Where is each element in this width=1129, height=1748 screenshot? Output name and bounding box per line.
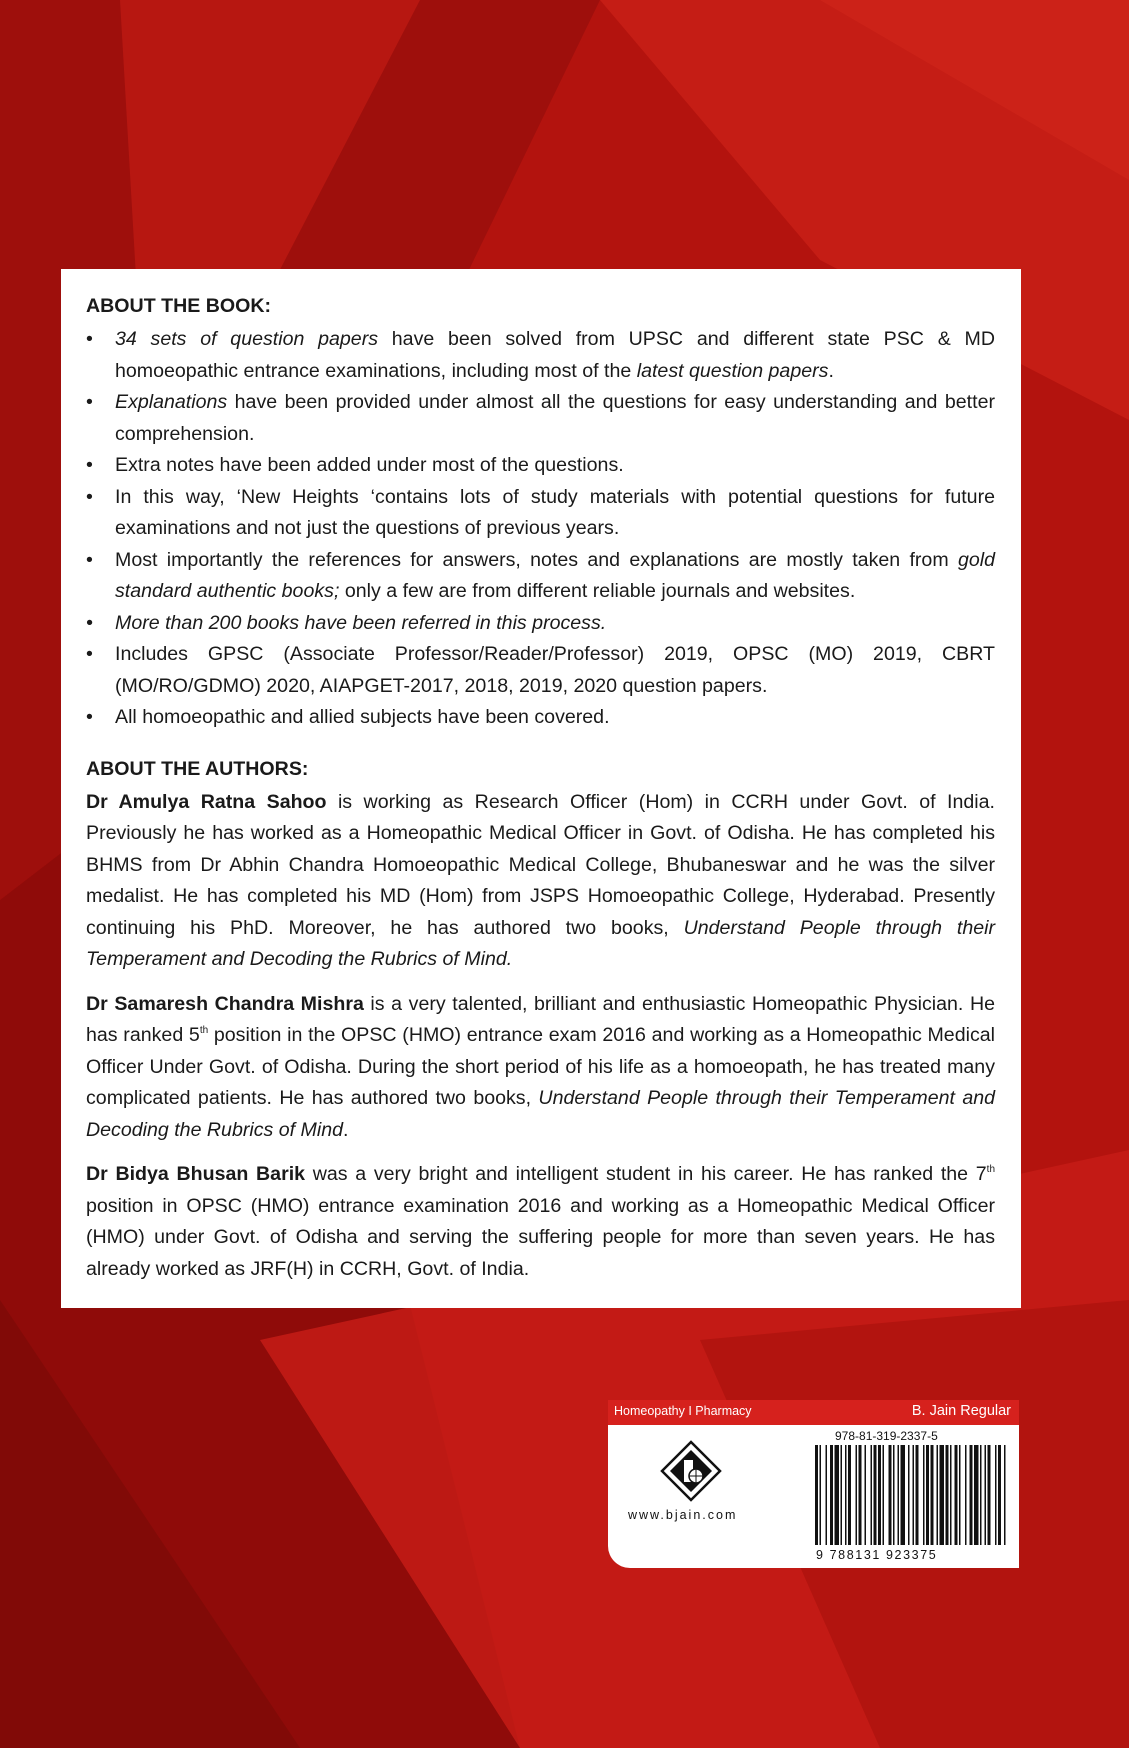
- author-name: Dr Bidya Bhusan Barik: [86, 1163, 306, 1185]
- author-bio-sahoo: Dr Amulya Ratna Sahoo is working as Research Officer (Hom) in CCRH under Govt. of India. Previously he has worked as a Homeopathic Medical Officer in Govt. of Odisha. He has completed his BHMS from Dr Abhin Chandra Homoeopathic Medical College, Bhubaneswar and he was the silver medalist. He has completed his MD (Hom) from JSPS Homoeopathic College, Hyderabad. Presently continuing his PhD. Moreover, he has authored two books, Understand People through their Temperament and Decoding the Rubrics of Mind.: [86, 790, 995, 970]
- website-text: www.bjain.com: [628, 1508, 738, 1522]
- list-item: • Extra notes have been added under most of the questions.: [86, 450, 995, 482]
- author-bio-mishra: Dr Samaresh Chandra Mishra is a very talented, brilliant and enthusiastic Homeopathic Physician. He has ranked 5th position in the OPSC (HMO) entrance exam 2016 and working as a Homeopathic Medical Officer Under Govt. of Odisha. During the short period of his life as a homoeopath, he has treated many complicated patients. He has authored two books, Understand People through their Temperament and Decoding the Rubrics of Mind.: [86, 992, 996, 1141]
- list-item: • In this way, ‘New Heights ‘contains lots of study materials with potential questions for future examinations and not just the questions of previous years.: [86, 482, 995, 545]
- publisher-logo-icon: [660, 1440, 722, 1502]
- about-book-list: [86, 324, 995, 734]
- list-item: • All homoeopathic and allied subjects have been covered.: [86, 702, 995, 734]
- list-item: • 34 sets of question papers have been solved from UPSC and different state PSC & MD homoeopathic entrance examinations, including most of the latest question papers.: [86, 324, 995, 387]
- barcode-number: 9 788131 923375: [816, 1548, 938, 1562]
- series-text: B. Jain Regular: [911, 1403, 1011, 1419]
- list-item: • More than 200 books have been referred in this process.: [86, 608, 995, 640]
- author-name: Dr Amulya Ratna Sahoo: [86, 790, 327, 813]
- author-bio-barik: Dr Bidya Bhusan Barik was a very bright and intelligent student in his career. He has ranked the 7th position in OPSC (HMO) entrance examination 2016 and working as a Homeopathic Medical Officer (HMO) under Govt. of Odisha and serving the suffering people for more than seven years. He has already worked as JRF(H) in CCRH, Govt. of India.: [86, 1163, 996, 1280]
- author-name: Dr Samaresh Chandra Mishra: [86, 992, 364, 1015]
- about-book-heading: ABOUT THE BOOK:: [86, 295, 272, 317]
- text-panel: [61, 269, 1021, 1308]
- about-authors-heading: ABOUT THE AUTHORS:: [86, 757, 309, 780]
- category-text: Homeopathy I Pharmacy: [614, 1404, 752, 1418]
- publisher-label: [608, 1400, 1019, 1568]
- list-item: • Most importantly the references for answers, notes and explanations are mostly taken from gold standard authentic books; only a few are from different reliable journals and websites.: [86, 545, 995, 608]
- list-item: • Includes GPSC (Associate Professor/Reader/Professor) 2019, OPSC (MO) 2019, CBRT (MO/RO/GDMO) 2020, AIAPGET-2017, 2018, 2019, 2020 question papers.: [86, 639, 995, 702]
- list-item: • Explanations have been provided under almost all the questions for easy understanding and better comprehension.: [86, 387, 995, 450]
- isbn-text: 978-81-319-2337-5: [835, 1429, 938, 1443]
- barcode-icon: [813, 1445, 1009, 1549]
- label-bar: [608, 1400, 1019, 1425]
